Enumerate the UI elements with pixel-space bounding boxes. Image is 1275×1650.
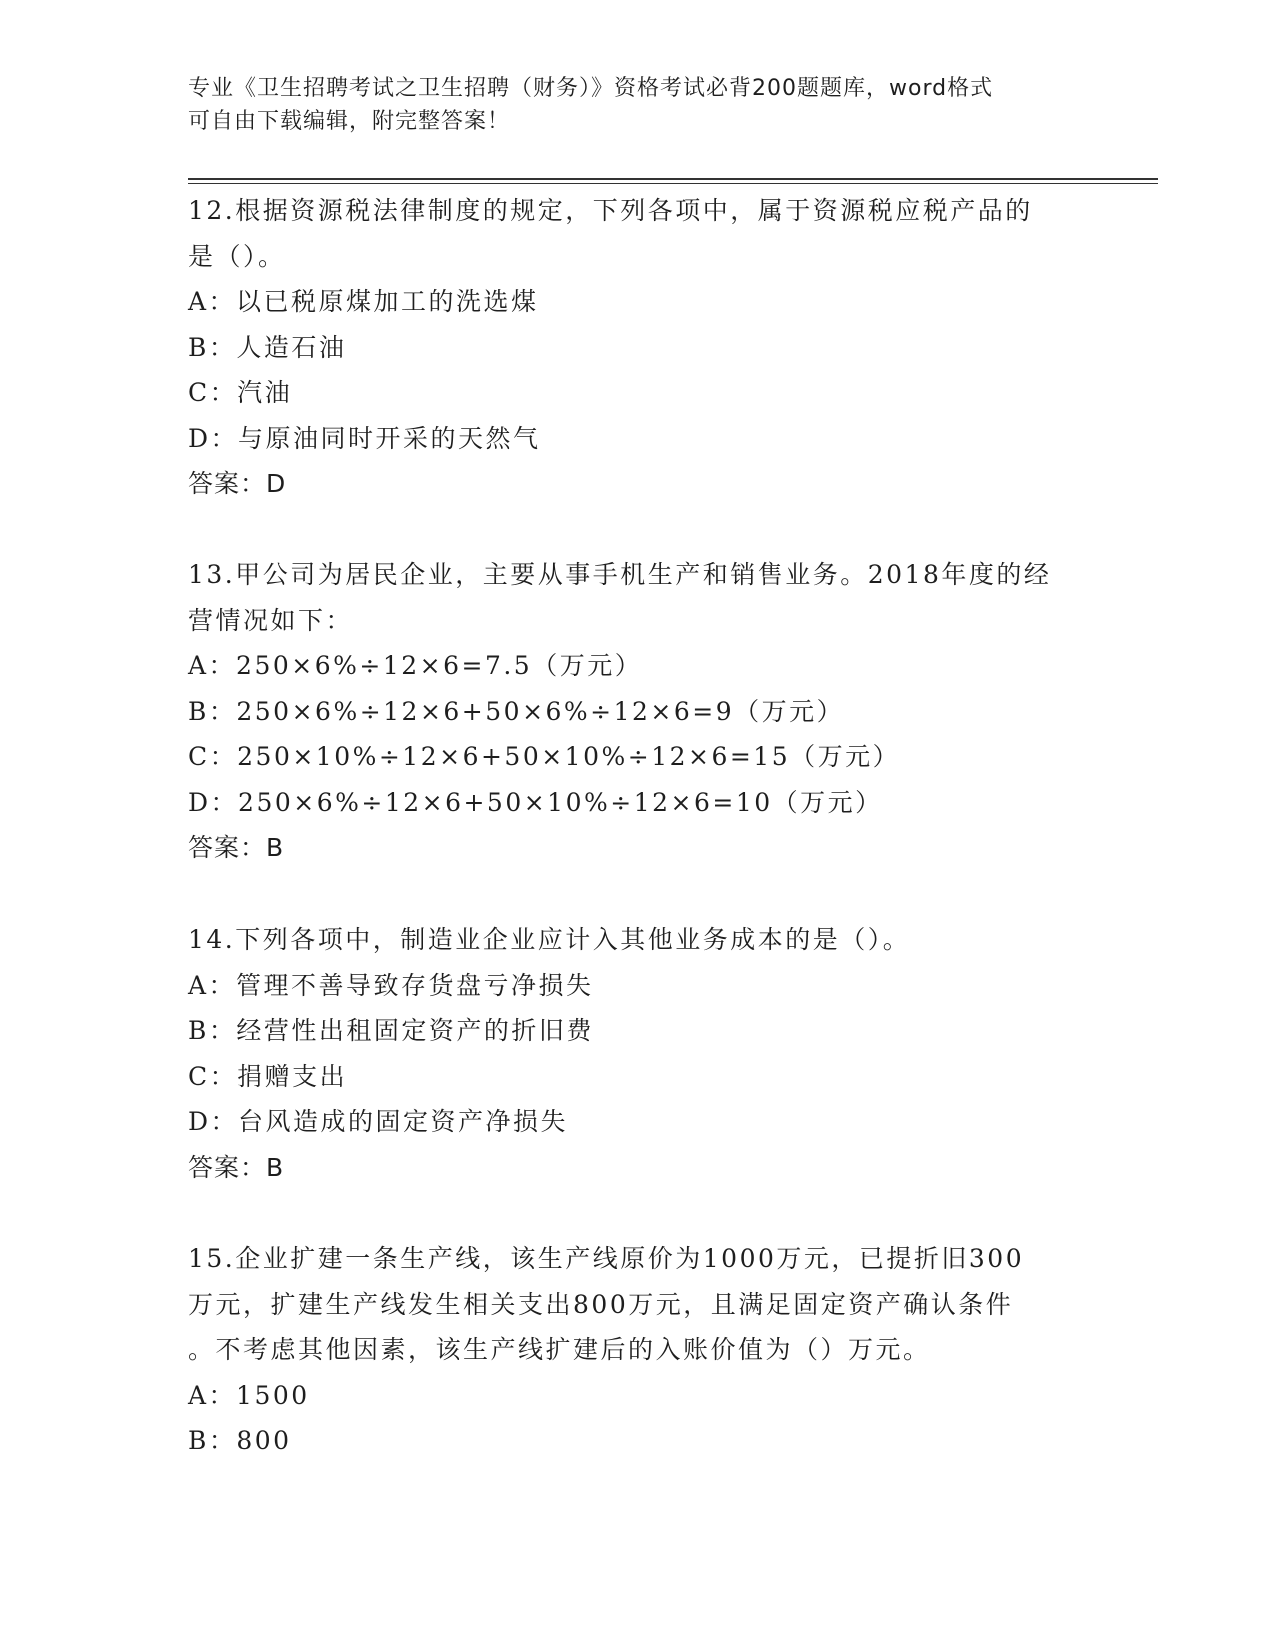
header-divider-thin [188,183,1158,184]
option-b: B：经营性出租固定资产的折旧费 [188,1016,594,1045]
option-b: B：250×6%÷12×6+50×6%÷12×6=9（万元） [188,696,845,726]
option-b: B：人造石油 [188,332,347,362]
option-d: D：250×6%÷12×6+50×10%÷12×6=10（万元） [188,787,883,817]
answer-line: 答案：B [188,1152,285,1182]
header-line-2: 可自由下载编辑，附完整答案！ [188,109,511,134]
option-b: B：800 [188,1426,292,1455]
option-a: A：1500 [188,1380,310,1410]
question-stem-line: 营情况如下： [188,605,354,635]
option-d: D：台风造成的固定资产净损失 [188,1107,569,1136]
option-c: C：250×10%÷12×6+50×10%÷12×6=15（万元） [188,742,901,771]
question-stem-line: 14.下列各项中，制造业企业应计入其他业务成本的是（）。 [188,925,911,954]
question-stem-line: 万元，扩建生产线发生相关支出800万元，且满足固定资产确认条件 [188,1289,1014,1319]
question-stem-line: 13.甲公司为居民企业，主要从事手机生产和销售业务。2018年度的经 [188,560,1052,589]
header-line-1: 专业《卫生招聘考试之卫生招聘（财务）》资格考试必背200题题库，word格式 [188,76,994,101]
question-stem-line: 12.根据资源税法律制度的规定，下列各项中，属于资源税应税产品的 [188,196,1033,225]
question-stem-line: 15.企业扩建一条生产线，该生产线原价为1000万元，已提折旧300 [188,1244,1025,1273]
option-a: A：250×6%÷12×6=7.5（万元） [188,651,643,680]
question-13 [188,552,1088,871]
document-header [188,72,1088,138]
question-15 [188,1236,1088,1464]
option-a: A：管理不善导致存货盘亏净损失 [188,970,594,1000]
question-stem-line: 。不考虑其他因素，该生产线扩建后的入账价值为（）万元。 [188,1335,931,1364]
answer-line: 答案：D [188,469,287,498]
answer-line: 答案：B [188,833,285,862]
question-12 [188,188,1088,507]
question-stem-line: 是（）。 [188,241,286,271]
option-c: C：捐赠支出 [188,1061,348,1091]
option-c: C：汽油 [188,378,293,407]
option-a: A：以已税原煤加工的洗选煤 [188,287,539,316]
question-14 [188,917,1088,1190]
header-divider-thick [188,178,1158,180]
option-d: D：与原油同时开采的天然气 [188,423,541,453]
